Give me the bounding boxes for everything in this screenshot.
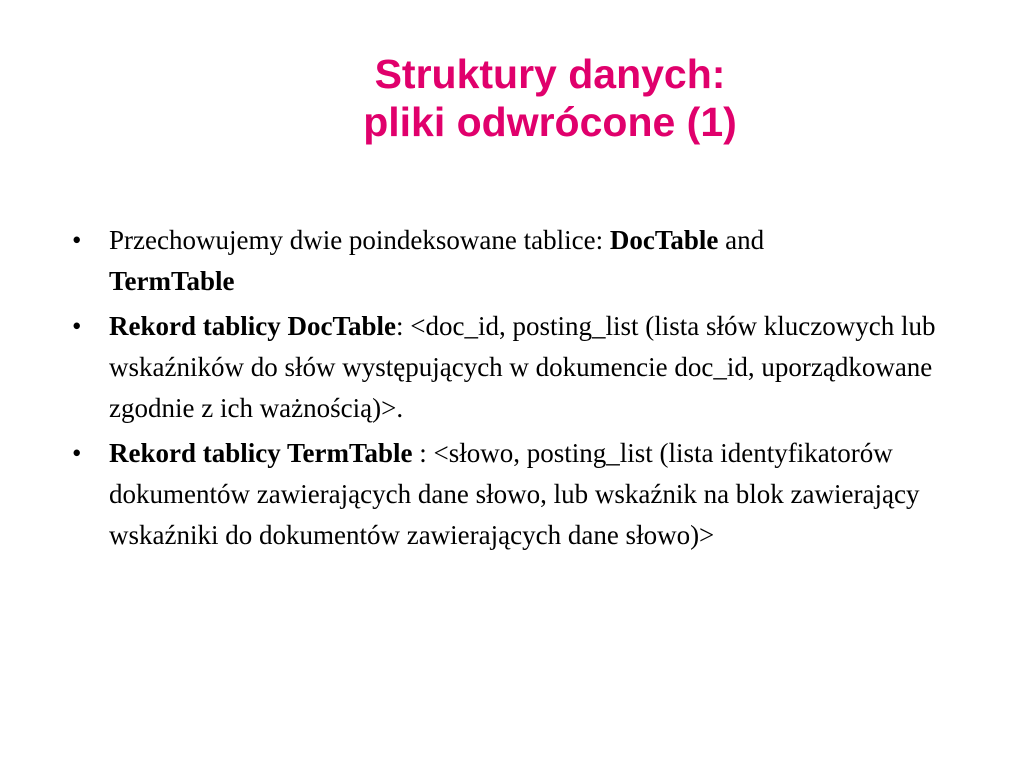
bullet-2-text: : <doc_id, posting_list (lista słów kluczowych lub wskaźników do słów występujących w dokumencie doc_id, uporządkowane zgodnie z ich ważnością)>. [109, 311, 936, 423]
bullet-dot-icon: • [72, 225, 82, 255]
bullet-list [72, 220, 962, 560]
bullet-dot-icon: • [72, 311, 82, 341]
bullet-item-1 [72, 220, 962, 302]
bullet-dot-icon: • [72, 438, 82, 468]
bullet-3-bold: Rekord tablicy TermTable [109, 438, 413, 468]
bullet-item-2 [72, 306, 962, 429]
bullet-1-bold-doctable: DocTable [609, 225, 719, 255]
bullet-item-3 [72, 433, 962, 556]
bullet-3-text: : <słowo, posting_list (lista identyfikatorów dokumentów zawierających dane słowo, lub wskaźnik na blok zawierający wskaźniki do dokumentów zawierających dane słowo)> [109, 438, 920, 550]
slide-title [250, 50, 850, 146]
slide-title-line-1: Struktury danych: [374, 51, 726, 97]
bullet-1-text-1: Przechowujemy dwie poindeksowane tablice: [109, 225, 610, 255]
bullet-1-text-2: and [718, 225, 765, 255]
bullet-2-bold: Rekord tablicy DocTable [109, 311, 397, 341]
slide-title-line-2: pliki odwrócone (1) [363, 99, 737, 145]
bullet-1-bold-termtable: TermTable [109, 266, 235, 296]
